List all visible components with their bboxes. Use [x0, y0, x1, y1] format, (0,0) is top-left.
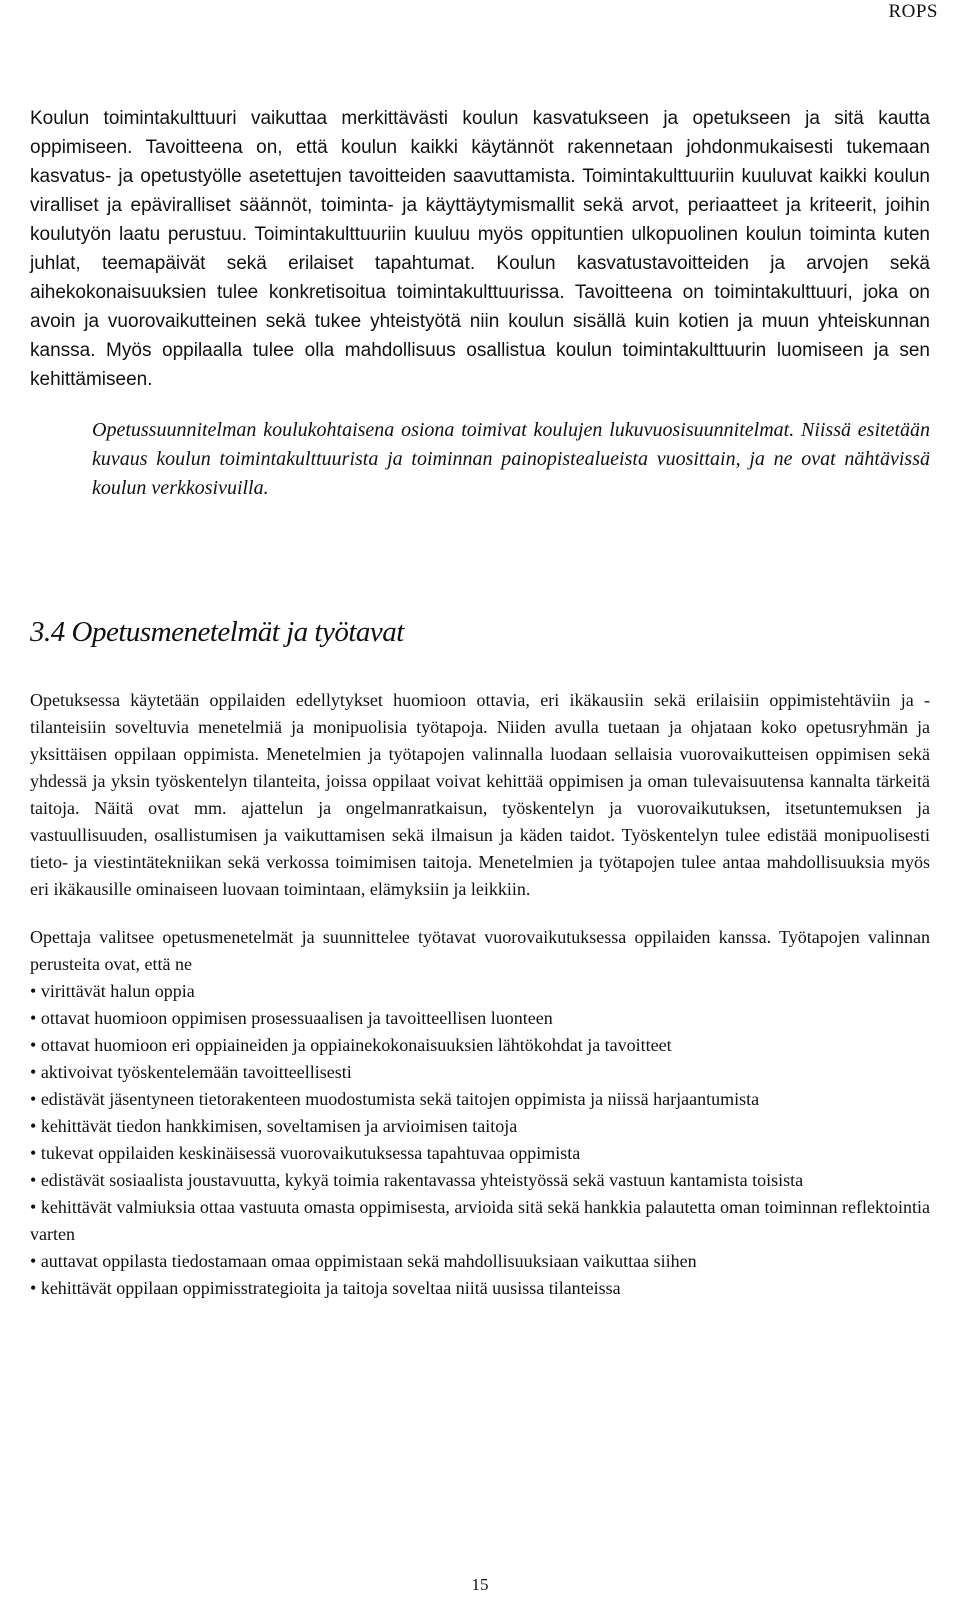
list-item: • edistävät jäsentyneen tietorakenteen muodostumista sekä taitojen oppimista ja niissä harjaantumista	[30, 1086, 930, 1113]
list-item: • auttavat oppilasta tiedostamaan omaa oppimistaan sekä mahdollisuuksiaan vaikuttaa siihen	[30, 1248, 930, 1275]
list-item: • aktivoivat työskentelemään tavoitteellisesti	[30, 1059, 930, 1086]
page-number: 15	[471, 1575, 489, 1594]
list-item: • ottavat huomioon eri oppiaineiden ja oppiainekokonaisuuksien lähtökohdat ja tavoitteet	[30, 1032, 930, 1059]
paragraph-opettaja-valitsee: Opettaja valitsee opetusmenetelmät ja suunnittelee työtavat vuorovaikutuksessa oppilaiden kanssa. Työtapojen valinnan perusteita ovat, että ne	[30, 927, 930, 974]
list-item: • kehittävät tiedon hankkimisen, soveltamisen ja arvioimisen taitoja	[30, 1113, 930, 1140]
document-header: ROPS	[888, 1, 938, 22]
list-item: • kehittävät valmiuksia ottaa vastuuta omasta oppimisesta, arvioida sitä sekä hankkia palautetta oman toiminnan reflektointia varten	[30, 1194, 930, 1248]
document-body	[30, 104, 930, 1302]
paragraph-toimintakulttuuri: Koulun toimintakulttuuri vaikuttaa merkittävästi koulun kasvatukseen ja opetukseen ja sitä kautta oppimiseen. Tavoitteena on, että koulun kaikki käytännöt rakennetaan johdonmukaisesti tukemaan kasvatus- ja opetustyölle asetettujen tavoitteiden saavuttamista. Toimintakulttuuriin kuuluvat kaikki koulun viralliset ja epäviralliset säännöt, toiminta- ja käyttäytymismallit sekä arvot, periaatteet ja kriteerit, joihin koulutyön laatu perustuu. Toimintakulttuuriin kuuluu myös oppituntien ulkopuolinen koulun toiminta kuten juhlat, teemapäivät sekä erilaiset tapahtumat. Koulun kasvatustavoitteiden ja arvojen sekä aihekokonaisuuksien tulee konkretisoitua toimintakulttuurissa. Tavoitteena on toimintakulttuuri, joka on avoin ja vuorovaikutteinen sekä tukee yhteistyötä niin koulun sisällä kuin kotien ja muun yhteiskunnan kanssa. Myös oppilaalla tulee olla mahdollisuus osallistua koulun toimintakulttuurin luomiseen ja sen kehittämiseen.	[30, 108, 930, 390]
list-item: • virittävät halun oppia	[30, 978, 930, 1005]
paragraph-lukuvuosisuunnitelmat: Opetussuunnitelman koulukohtaisena osiona toimivat koulujen lukuvuosisuunnitelmat. Niissä esitetään kuvaus koulun toimintakulttuurista ja toiminnan painopistealueista vuosittain, ja ne ovat nähtävissä koulun verkkosivuilla.	[92, 419, 930, 499]
list-item: • tukevat oppilaiden keskinäisessä vuorovaikutuksessa tapahtuvaa oppimista	[30, 1140, 930, 1167]
bullet-list	[30, 978, 930, 1302]
list-item: • edistävät sosiaalista joustavuutta, kykyä toimia rakentavassa yhteistyössä sekä vastuun kantamista toisista	[30, 1167, 930, 1194]
list-item: • kehittävät oppilaan oppimisstrategioita ja taitoja soveltaa niitä uusissa tilanteissa	[30, 1275, 930, 1302]
section-heading: 3.4 Opetusmenetelmät ja työtavat	[30, 616, 404, 648]
paragraph-opetusmenetelmat: Opetuksessa käytetään oppilaiden edellytykset huomioon ottavia, eri ikäkausiin sekä erilaisiin oppimistehtäviin ja -tilanteisiin soveltuvia menetelmiä ja monipuolisia työtapoja. Niiden avulla tuetaan ja ohjataan koko opetusryhmän ja yksittäisen oppilaan oppimista. Menetelmien ja työtapojen valinnalla luodaan sellaisia vuorovaikutteisen oppimisen sekä yhdessä ja yksin työskentelyn tilanteita, joissa oppilaat voivat kehittää oppimisen ja oman tulevaisuutensa kannalta tärkeitä taitoja. Näitä ovat mm. ajattelun ja ongelmanratkaisun, työskentelyn ja vuorovaikutuksen, itsetuntemuksen ja vastuullisuuden, osallistumisen ja vaikuttamisen sekä ilmaisun ja käden taidot. Työskentelyn tulee edistää monipuolisesti tieto- ja viestintätekniikan sekä verkossa toimimisen taitoja. Menetelmien ja työtapojen tulee antaa mahdollisuuksia myös eri ikäkausille ominaiseen luovaan toimintaan, elämyksiin ja leikkiin.	[30, 690, 930, 899]
list-item: • ottavat huomioon oppimisen prosessuaalisen ja tavoitteellisen luonteen	[30, 1005, 930, 1032]
